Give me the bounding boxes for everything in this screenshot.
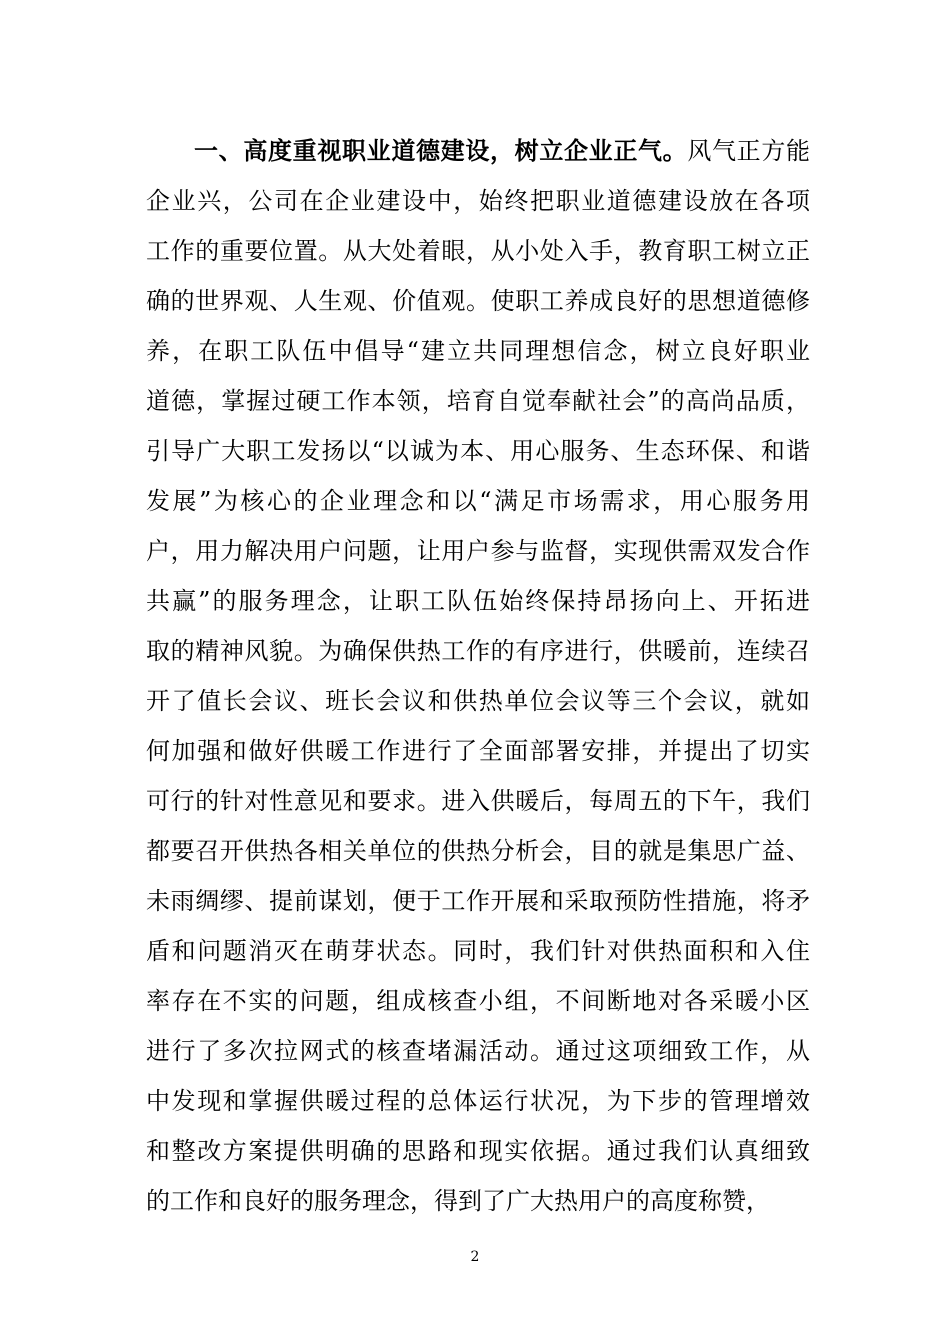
text-line: 何加强和做好供暖工作进行了全面部署安排，并提出了切实: [146, 737, 810, 765]
text-line: 和整改方案提供明确的思路和现实依据。通过我们认真细致: [146, 1137, 810, 1165]
text-line: 确的世界观、人生观、价值观。使职工养成良好的思想道德修: [146, 287, 810, 315]
first-line-rest: 风气正方能: [687, 137, 811, 165]
text-line: 开了值长会议、班长会议和供热单位会议等三个会议，就如: [146, 687, 810, 715]
section-heading: 一、高度重视职业道德建设，树立企业正气。: [194, 136, 688, 165]
text-line: 企业兴，公司在企业建设中，始终把职业道德建设放在各项: [146, 187, 810, 215]
page-number: 2: [470, 1249, 480, 1265]
text-line: 未雨绸缪、提前谋划，便于工作开展和采取预防性措施，将矛: [146, 887, 810, 915]
text-line: 户，用力解决用户问题，让用户参与监督，实现供需双发合作: [146, 537, 810, 565]
text-line: 盾和问题消灭在萌芽状态。同时，我们针对供热面积和入住: [146, 937, 810, 965]
body-text: [146, 126, 810, 1226]
text-line: 取的精神风貌。为确保供热工作的有序进行，供暖前，连续召: [146, 637, 810, 665]
text-line: 率存在不实的问题，组成核查小组，不间断地对各采暖小区: [146, 987, 810, 1015]
text-line: 中发现和掌握供暖过程的总体运行状况，为下步的管理增效: [146, 1087, 810, 1115]
text-line: 可行的针对性意见和要求。进入供暖后，每周五的下午，我们: [146, 787, 810, 815]
first-line: [146, 126, 810, 176]
text-line: 道德，掌握过硬工作本领，培育自觉奉献社会”的高尚品质，: [146, 387, 810, 415]
text-line: 进行了多次拉网式的核查堵漏活动。通过这项细致工作，从: [146, 1037, 810, 1065]
text-line: 的工作和良好的服务理念，得到了广大热用户的高度称赞，: [146, 1187, 770, 1215]
text-line: 引导广大职工发扬以“以诚为本、用心服务、生态环保、和谐: [146, 437, 810, 465]
text-line: 都要召开供热各相关单位的供热分析会，目的就是集思广益、: [146, 837, 810, 865]
text-line: 发展”为核心的企业理念和以“满足市场需求，用心服务用: [146, 487, 810, 515]
text-line: 工作的重要位置。从大处着眼，从小处入手，教育职工树立正: [146, 237, 810, 265]
text-line: 共赢”的服务理念，让职工队伍始终保持昂扬向上、开拓进: [146, 587, 810, 615]
text-line: 养，在职工队伍中倡导“建立共同理想信念，树立良好职业: [146, 337, 810, 365]
